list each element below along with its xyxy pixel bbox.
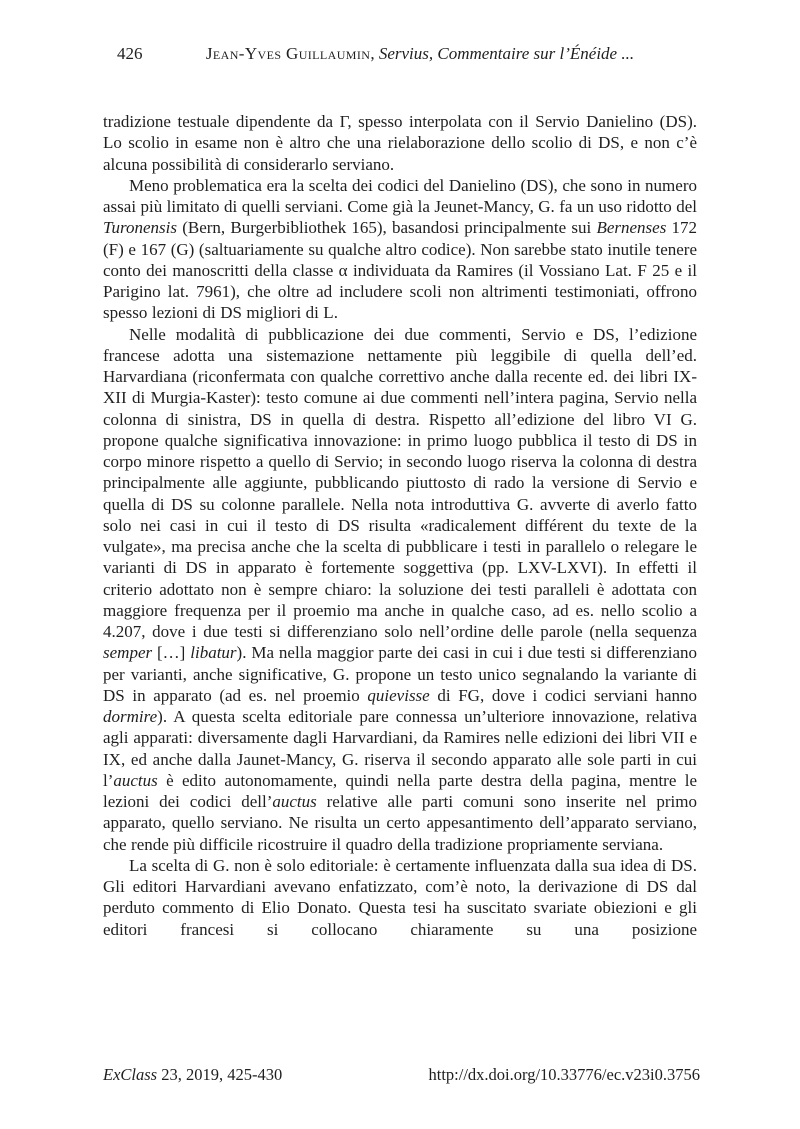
- text-segment: ,: [370, 44, 379, 63]
- italic-text: quievisse: [367, 685, 430, 705]
- doi-text: http://dx.doi.org/10.33776/ec.v23i0.3756: [428, 1065, 700, 1084]
- italic-text: semper: [103, 643, 153, 663]
- text-segment: ). Ma nella maggior parte dei casi in cui i due testi si differenziano per varianti, anche significative, G. propone un testo unico segnalando la variante di DS in apparato (ad es. nel proemio: [103, 643, 697, 705]
- italic-text: auctus: [113, 770, 158, 790]
- page-number: 426: [117, 44, 143, 63]
- paragraph: [103, 175, 697, 324]
- paragraph: [103, 111, 697, 175]
- text-segment: 172 (F) e 167 (G) (saltuariamente su qualche altro codice). Non sarebbe stato inutile tenere conto dei manoscritti della classe α individuata da Ramires (il Vossiano Lat. F 25 e il Parigino lat. 7961), che oltre ad includere scoli non altrimenti testimoniati, offrono spesso lezioni di DS migliori di L.: [103, 218, 698, 323]
- paragraph: [103, 855, 697, 940]
- text-segment: 23, 2019, 425-430: [157, 1065, 283, 1084]
- italic-text: Servius, Commentaire sur l’Énéide ...: [378, 44, 635, 63]
- italic-text: libatur: [190, 643, 237, 663]
- text-segment: tradizione testuale dipendente da Γ, spesso interpolata con il Servio Danielino (DS). Lo scolio in esame non è altro che una rielaborazione dello scolio di DS, e non c’è alcuna possibilità di considerarlo serviano.: [103, 112, 697, 174]
- paragraph: [103, 324, 697, 855]
- text-segment: di FG, dove i codici serviani hanno: [429, 685, 697, 705]
- small-caps-text: Jean-Yves Guillaumin: [205, 44, 371, 63]
- text-segment: relative alle parti comuni sono inserite nel primo apparato, quello serviano. Ne risulta un certo appesantimento dell’apparato serviano, che rende più difficile ricostruire il quadro della tradizione propriamente serviana.: [103, 792, 697, 854]
- text-segment: […]: [152, 643, 191, 663]
- page-footer: [103, 1064, 700, 1085]
- italic-text: ExClass: [103, 1065, 158, 1084]
- text-segment: (Bern, Burgerbibliothek 165), basandosi principalmente sui: [177, 218, 597, 238]
- text-segment: La scelta di G. non è solo editoriale: è certamente influenzata dalla sua idea di DS. Gli editori Harvardiani avevano enfatizzato, com’è noto, la derivazione di DS dal perduto commento di Elio Donato. Questa tesi ha suscitato svariate obiezioni e gli editori francesi si collocano chiaramente su una posizione: [103, 855, 697, 939]
- italic-text: auctus: [272, 792, 317, 811]
- text-segment: ). A questa scelta editoriale pare connessa un’ulteriore innovazione, relativa agli apparati: diversamente dagli Harvardiani, da Ramires nelle edizioni dei libri VII e IX, ed anche dalla Jaunet-Mancy, G. riserva il secondo apparato alle sole parti in cui l’: [103, 707, 697, 790]
- journal-reference: [103, 1064, 282, 1085]
- text-segment: è edito autonomamente, quindi nella parte destra della pagina, mentre le lezioni dei codici dell’: [103, 770, 697, 811]
- text-segment: Nelle modalità di pubblicazione dei due commenti, Servio e DS, l’edizione francese adotta una sistemazione nettamente più leggibile di quella dell’ed. Harvardiana (riconfermata con qualche correttivo anche dalla recente ed. dei libri IX-XII di Murgia-Kaster): testo comune ai due commenti nell’intera pagina, Servio nella colonna di sinistra, DS in quella di destra. Rispetto all’edizione del libro VI G. propone qualche significativa innovazione: in primo luogo pubblica il testo di DS in corpo minore rispetto a quello di Servio; in secondo luogo riserva la colonna di destra principalmente alle aggiunte, pubblicando piuttosto di rado la versione di Servio e quella di DS su colonne parallele. Nella nota introduttiva G. avverte di averlo fatto solo nei casi in cui il testo di DS risulta «radicalement différent du texte de la vulgate», ma precisa anche che la scelta di pubblicare i testi in parallelo o relegare le varianti di DS in apparato è fortemente soggettiva (pp. LXV-LXVI). In effetti il criterio adottato non è sempre chiaro: la soluzione dei testi paralleli è adottata con maggiore frequenza per il proemio ma anche in qualche caso, ad es. nello scolio a 4.207, dove i due testi si differenziano solo nell’ordine delle parole (nella sequenza: [103, 324, 697, 641]
- running-title: [103, 43, 697, 64]
- italic-text: Turonensis: [103, 218, 178, 238]
- review-body-text: [103, 111, 697, 940]
- running-head: [103, 43, 697, 64]
- italic-text: dormire: [103, 707, 158, 726]
- text-segment: Meno problematica era la scelta dei codici del Danielino (DS), che sono in numero assai più limitato di quelli serviani. Come già la Jeunet-Mancy, G. fa un uso ridotto del: [103, 175, 697, 216]
- italic-text: Bernenses: [596, 218, 667, 238]
